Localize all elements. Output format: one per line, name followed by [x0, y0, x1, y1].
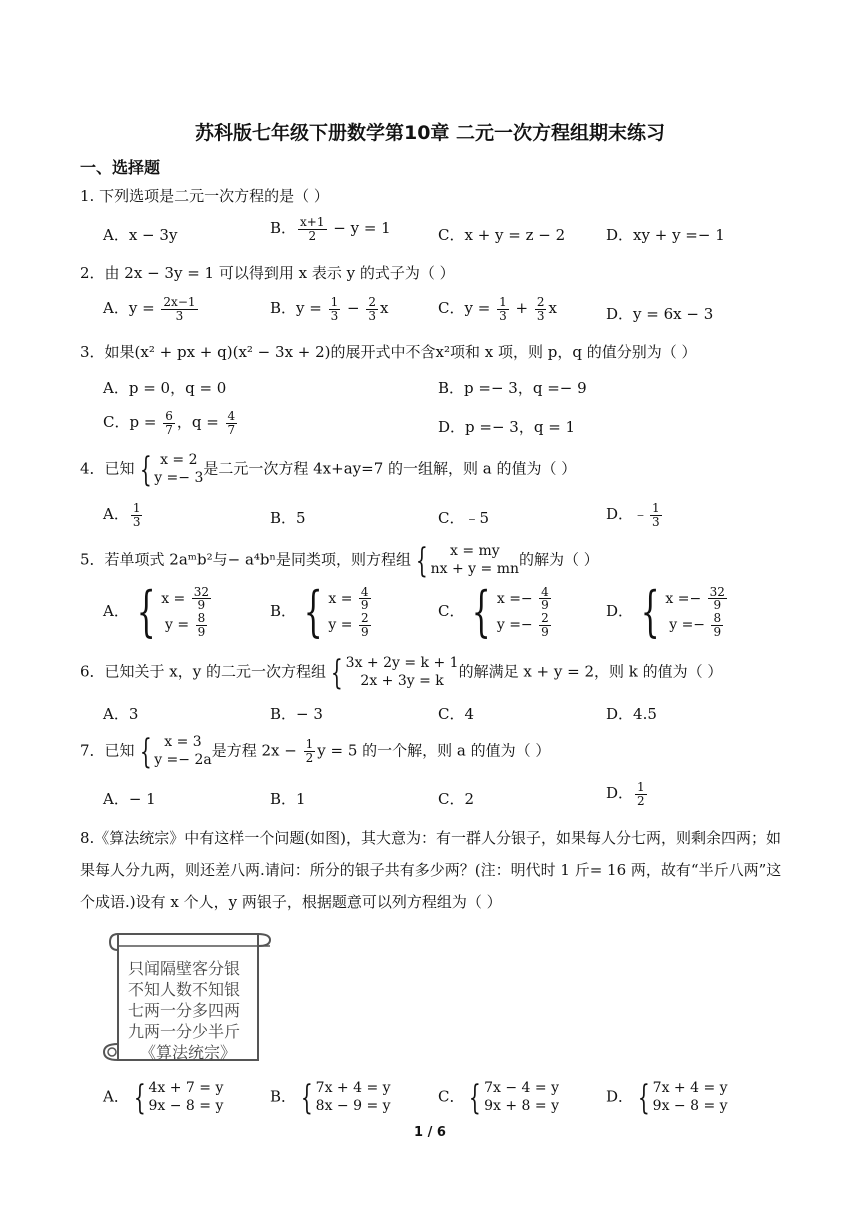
q5-option-a[interactable]: A． { x = $\frac{32}{9}$ y = $\frac{8}{9}$ — [103, 580, 210, 643]
question-1-stem: 1. 下列选项是二元一次方程的是（ ） — [80, 187, 329, 205]
q3-option-a[interactable]: A．p = 0，q = 0 — [103, 379, 227, 397]
q7-option-d[interactable]: D． $\frac{1}{2}$ — [606, 780, 645, 808]
q8-option-d[interactable]: D． { 7x + 4 = y 9x − 8 = y — [606, 1077, 728, 1118]
section-heading: 一、选择题 — [80, 158, 161, 177]
q7-option-c[interactable]: C．2 — [438, 790, 475, 808]
q6-option-b[interactable]: B．− 3 — [270, 705, 323, 723]
q8-option-a[interactable]: A． { 4x + 7 = y 9x − 8 = y — [103, 1077, 224, 1118]
poem-line: 七两一分多四两 — [128, 1001, 241, 1020]
q7-option-b[interactable]: B．1 — [270, 790, 306, 808]
q3-option-c[interactable]: C．p = $\frac{6}{7}$ ，q = $\frac{4}{7}$ — [103, 409, 236, 437]
page-title: 苏科版七年级下册数学第10章 二元一次方程组期末练习 — [194, 122, 666, 144]
question-3-stem: 3．如果(x² + px + q)(x² − 3x + 2)的展开式中不含x²项和 x 项，则 p，q 的值分别为（ ） — [80, 343, 697, 361]
q1-option-b[interactable]: B． $\frac{x+1}{2}$ − y = 1 — [270, 215, 391, 243]
q5-option-c[interactable]: C． { x =− $\frac{4}{9}$ y =− $\frac{2}{9}$ — [438, 580, 549, 643]
q6-option-c[interactable]: C．4 — [438, 705, 475, 723]
q5-option-d[interactable]: D． { x =− $\frac{32}{9}$ y =− $\frac{8}{9}$ — [606, 580, 725, 643]
question-8-stem: 8.《算法统宗》中有这样一个问题(如图)，其大意为：有一群人分银子，如果每人分七两，则剩余四两；如果每人分九两，则还差八两.请问：所分的银子共有多少两？(注：明代时 1 斤= 16 两，故有“半斤八两”这个成语.)设有 x 个人，y 两银子，根据题意可以列方程组为（ ） — [80, 829, 782, 911]
q2-option-b[interactable]: B．y = $\frac{1}{3}$ − $\frac{2}{3}$ x — [270, 295, 389, 323]
q8-option-b[interactable]: B． { 7x + 4 = y 8x − 9 = y — [270, 1077, 391, 1118]
q2-option-d[interactable]: D．y = 6x − 3 — [606, 305, 714, 323]
q2-option-a[interactable]: A．y = $\frac{2x-1}{3}$ — [103, 295, 196, 323]
q1-option-c[interactable]: C．x + y = z − 2 — [438, 226, 566, 244]
q4-option-b[interactable]: B．5 — [270, 509, 306, 527]
q1-option-d[interactable]: D．xy + y =− 1 — [606, 226, 725, 244]
scroll-illustration — [100, 926, 275, 1068]
q4-option-a[interactable]: A． $\frac{1}{3}$ — [103, 501, 141, 529]
poem-line: 只闻隔壁客分银 — [128, 959, 241, 978]
page-number: 1 / 6 — [414, 1125, 446, 1140]
q8-option-c[interactable]: C． { 7x − 4 = y 9x + 8 = y — [438, 1077, 560, 1118]
q6-option-d[interactable]: D．4.5 — [606, 705, 657, 723]
question-7-stem: 7．已知 { x = 3 y =− 2a 是方程 2x − $\frac{1}{2}$ y = 5 的一个解，则 a 的值为（ ） — [80, 731, 551, 772]
q7-option-a[interactable]: A．− 1 — [103, 790, 156, 808]
q1-option-a[interactable]: A．x − 3y — [103, 226, 178, 244]
q3-option-d[interactable]: D．p =− 3，q = 1 — [438, 418, 576, 436]
q5-option-b[interactable]: B． { x = $\frac{4}{9}$ y = $\frac{2}{9}$ — [270, 580, 369, 643]
question-6-stem: 6．已知关于 x，y 的二元一次方程组 { 3x + 2y = k + 1 2x + 3y = k 的解满足 x + y = 2，则 k 的值为（ ） — [80, 652, 723, 693]
poem-text — [128, 958, 240, 1063]
q6-option-a[interactable]: A．3 — [103, 705, 139, 723]
question-4-stem: 4．已知 { x = 2 y =− 3 是二元一次方程 4x+ay=7 的一组解，则 a 的值为（ ） — [80, 449, 577, 490]
q4-option-d[interactable]: D．﹣ $\frac{1}{3}$ — [606, 501, 660, 529]
poem-line: 九两一分少半斤 — [128, 1022, 241, 1041]
question-2-stem: 2．由 2x − 3y = 1 可以得到用 x 表示 y 的式子为（ ） — [80, 264, 455, 282]
poem-source: 《算法统宗》 — [140, 1043, 237, 1062]
question-5-stem: 5．若单项式 2aᵐb²与− a⁴bⁿ是同类项，则方程组 { x = my nx + y = mn 的解为（ ） — [80, 540, 599, 581]
q2-option-c[interactable]: C．y = $\frac{1}{3}$ + $\frac{2}{3}$ x — [438, 295, 557, 323]
q4-option-c[interactable]: C．﹣5 — [438, 509, 490, 527]
poem-line: 不知人数不知银 — [128, 980, 241, 999]
q3-option-b[interactable]: B．p =− 3，q =− 9 — [438, 379, 587, 397]
